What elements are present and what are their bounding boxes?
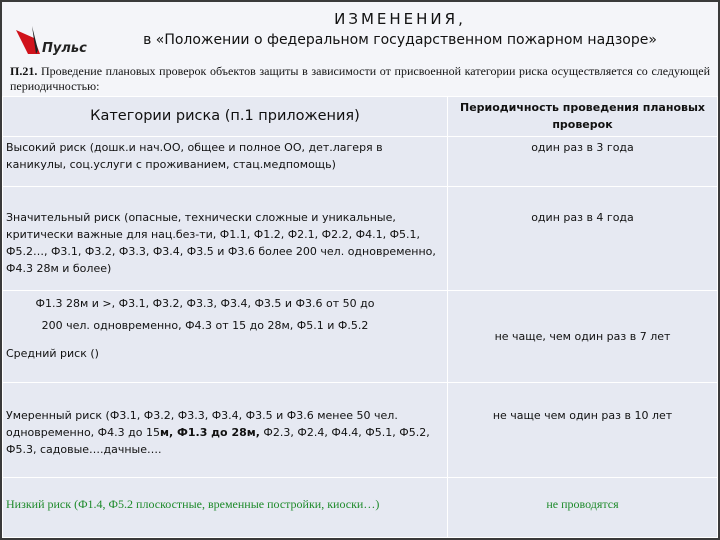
category-cell: Высокий риск (дошк.и нач.ОО, общее и полное ОО, дет.лагеря в каникулы, соц.услуги с проживанием, стац.медпомощь): [3, 137, 448, 187]
period-cell: не проводятся: [448, 478, 718, 538]
category-cell: [3, 291, 448, 383]
category-text: Умеренный риск (Ф3.1, Ф3.2, Ф3.3, Ф3.4, Ф3.5 и Ф3.6 менее 50 чел. одновременно, Ф4.3 до 15: [6, 409, 398, 439]
category-cell: [3, 383, 448, 478]
period-cell: один раз в 3 года: [448, 137, 718, 187]
intro-paragraph: [10, 64, 710, 94]
title-line2: в «Положении о федеральном государственном пожарном надзоре»: [143, 32, 657, 48]
clause-ref: П.21.: [10, 64, 38, 78]
header-category: Категории риска (п.1 приложения): [3, 97, 448, 137]
category-name: Средний риск (): [6, 347, 99, 360]
table-row: [3, 187, 718, 291]
svg-text:Пульс: Пульс: [42, 41, 87, 56]
category-bold: м, Ф1.3 до 28м,: [159, 426, 260, 439]
table-row: [3, 137, 718, 187]
table-row: [3, 383, 718, 478]
table-row: [3, 478, 718, 538]
category-cell: Низкий риск (Ф1.4, Ф5.2 плоскостные, временные постройки, киоски…): [3, 478, 448, 538]
slide: [2, 2, 718, 538]
period-cell: один раз в 4 года: [448, 187, 718, 291]
period-cell: не чаще, чем один раз в 7 лет: [448, 291, 718, 383]
risk-table: [2, 96, 718, 538]
category-text: Ф2.3, Ф2.4, Ф4.4, Ф5.1, Ф5.2, Ф5.3, садовые….дачные….: [6, 426, 430, 456]
table-row: [3, 291, 718, 383]
intro-text: Проведение плановых проверок объектов защиты в зависимости от присвоенной категории риска осуществляется со следующей периодичностью:: [10, 64, 710, 93]
title-line1: ИЗМЕНЕНИЯ,: [334, 10, 466, 28]
header-period: Периодичность проведения плановых проверок: [448, 97, 718, 137]
category-detail: Ф1.3 28м и >, Ф3.1, Ф3.2, Ф3.3, Ф3.4, Ф3.5 и Ф3.6 от 50 до 200 чел. одновременно, Ф4.3 от 15 до 28м, Ф5.1 и Ф.5.2: [35, 297, 375, 332]
period-cell: не чаще чем один раз в 10 лет: [448, 383, 718, 478]
category-cell: Значительный риск (опасные, технически сложные и уникальные, критически важные для нац.без-ти, Ф1.1, Ф1.2, Ф2.1, Ф2.2, Ф4.1, Ф5.1, Ф5.2…, Ф3.1, Ф3.2, Ф3.3, Ф3.4, Ф3.5 и Ф3.6 более 200 чел. одновременно, Ф4.3 28м и более): [3, 187, 448, 291]
table-header: [3, 97, 718, 137]
